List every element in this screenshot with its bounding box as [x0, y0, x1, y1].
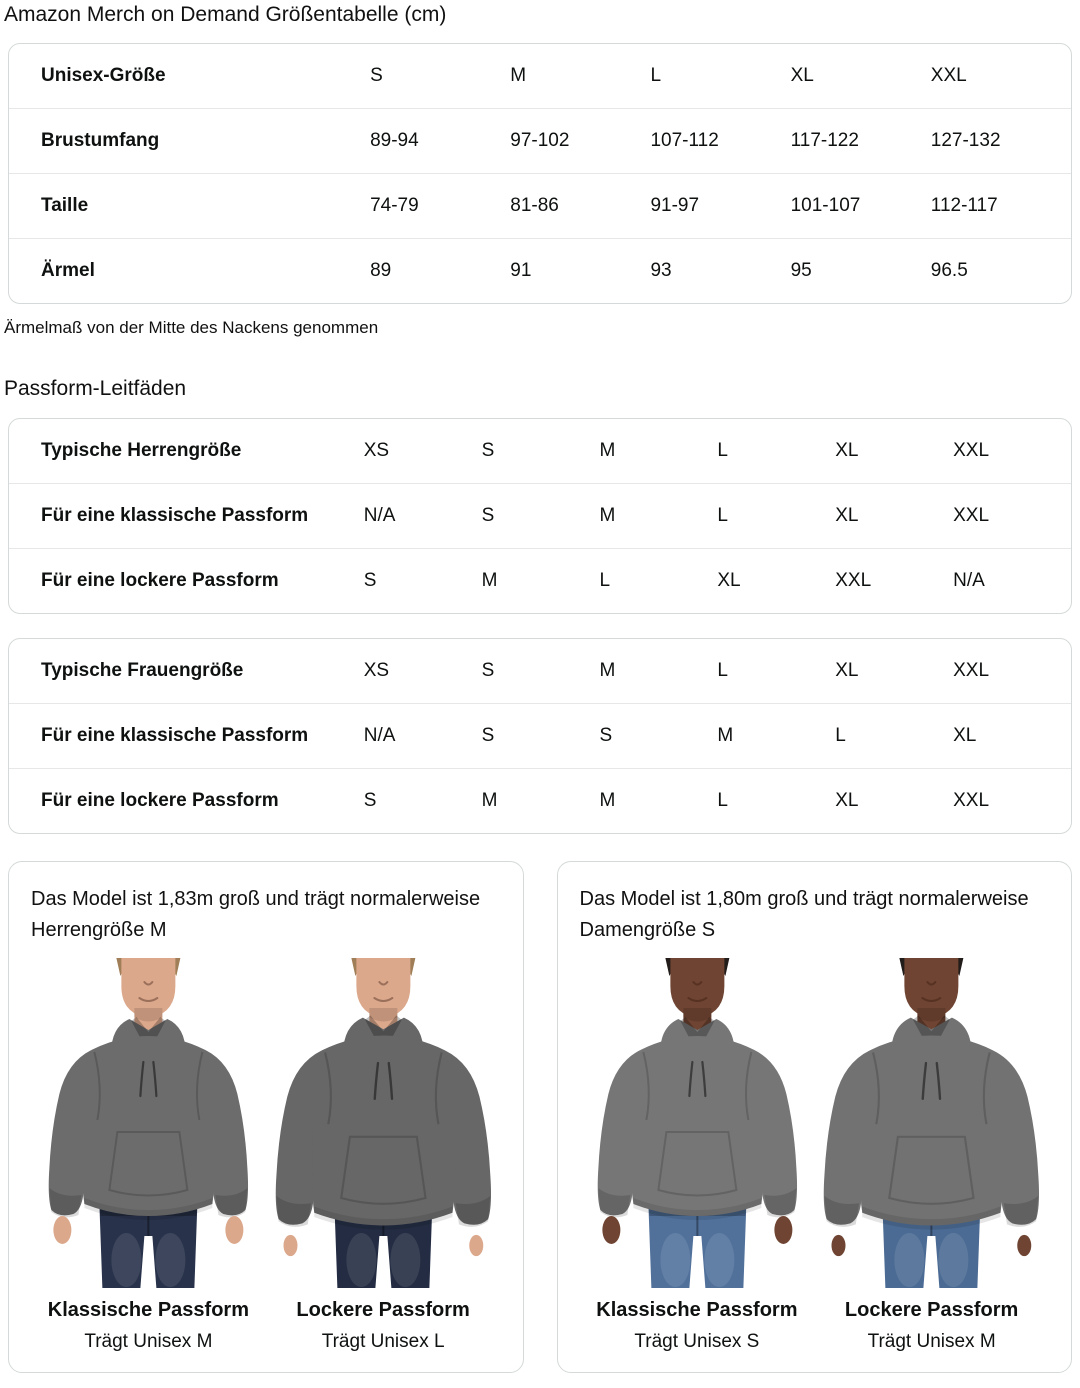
- cell-value: XL: [835, 440, 859, 461]
- model-description: Das Model ist 1,80m groß und trägt normalerweise Damengröße S: [579, 888, 1029, 941]
- photo-caption: [31, 1298, 266, 1354]
- cell-value: 97-102: [510, 109, 650, 174]
- mens-fit-table-card: [8, 418, 1072, 614]
- cell-value: XXL: [953, 660, 990, 681]
- unisex-size-table: [9, 44, 1071, 303]
- cell-value: M: [599, 769, 717, 834]
- fit-label: Lockere Passform: [844, 1299, 1019, 1321]
- model-photo-classic: [580, 958, 815, 1288]
- cell-value: M: [599, 660, 616, 681]
- photo-captions: [31, 1298, 501, 1354]
- cell-value: S: [364, 769, 482, 834]
- cell-value: 107-112: [650, 109, 790, 174]
- cell-value: XXL: [953, 440, 990, 461]
- mens-fit-table: [9, 419, 1071, 613]
- table-row: [9, 704, 1071, 769]
- row-label: Für eine lockere Passform: [9, 549, 364, 614]
- model-photos: [580, 958, 1050, 1288]
- table-row: [9, 484, 1071, 549]
- hoodie: [275, 1016, 490, 1257]
- cell-value: 95: [791, 239, 931, 304]
- fit-label: Klassische Passform: [596, 1299, 798, 1321]
- cell-value: N/A: [364, 704, 482, 769]
- cell-value: L: [717, 484, 835, 549]
- cell-value: XXL: [953, 769, 1071, 834]
- hoodie: [824, 1016, 1039, 1257]
- row-label: Für eine klassische Passform: [9, 704, 364, 769]
- table-row: [9, 769, 1071, 834]
- cell-value: XS: [363, 660, 390, 681]
- cell-value: 96.5: [931, 239, 1071, 304]
- table-row: [9, 109, 1071, 174]
- table-row: [9, 239, 1071, 304]
- cell-value: XL: [953, 704, 1071, 769]
- table-row: [9, 174, 1071, 239]
- cell-value: N/A: [953, 549, 1071, 614]
- page-title: Amazon Merch on Demand Größentabelle (cm): [4, 3, 447, 26]
- size-header: M: [510, 65, 527, 86]
- model-photo-classic: [31, 958, 266, 1288]
- size-header: XL: [790, 65, 814, 86]
- cell-value: XS: [363, 440, 390, 461]
- row-label: Für eine klassische Passform: [9, 484, 364, 549]
- cell-value: M: [482, 769, 600, 834]
- womens-model-card: [557, 861, 1073, 1373]
- cell-value: 81-86: [510, 174, 650, 239]
- size-label: Trägt Unisex M: [84, 1331, 213, 1352]
- cell-value: M: [482, 549, 600, 614]
- model-cards-row: [8, 861, 1072, 1373]
- womens-fit-table-card: [8, 638, 1072, 834]
- cell-value: 117-122: [791, 109, 931, 174]
- cell-value: S: [482, 704, 600, 769]
- cell-value: N/A: [364, 484, 482, 549]
- mens-model-card: [8, 861, 524, 1373]
- cell-value: L: [599, 549, 717, 614]
- photo-captions: [580, 1298, 1050, 1354]
- cell-value: XXL: [835, 549, 953, 614]
- photo-caption: [814, 1298, 1049, 1354]
- cell-value: 127-132: [931, 109, 1071, 174]
- size-label: Trägt Unisex L: [321, 1331, 445, 1352]
- cell-value: L: [717, 660, 728, 681]
- cell-value: M: [599, 440, 616, 461]
- size-label: Trägt Unisex S: [634, 1331, 760, 1352]
- size-header: L: [650, 65, 662, 86]
- model-figure: [580, 958, 815, 1288]
- model-figure: [31, 958, 266, 1288]
- row-label: Unisex-Größe: [41, 65, 166, 86]
- hoodie: [597, 1017, 796, 1244]
- cell-value: L: [717, 440, 728, 461]
- cell-value: 112-117: [931, 174, 1071, 239]
- row-label: Ärmel: [9, 239, 370, 304]
- cell-value: XL: [717, 549, 835, 614]
- fit-label: Lockere Passform: [296, 1299, 470, 1321]
- cell-value: XXL: [953, 484, 1071, 549]
- cell-value: XL: [835, 484, 953, 549]
- cell-value: 89-94: [370, 109, 510, 174]
- hoodie: [49, 1017, 248, 1244]
- photo-caption: [266, 1298, 501, 1354]
- model-photo-loose: [266, 958, 501, 1288]
- table-row: [9, 419, 1071, 484]
- cell-value: S: [364, 549, 482, 614]
- row-label: Typische Herrengröße: [41, 440, 242, 461]
- model-figure: [814, 958, 1049, 1288]
- table-row: [9, 44, 1071, 109]
- cell-value: L: [835, 704, 953, 769]
- cell-value: S: [481, 660, 495, 681]
- sleeve-measurement-note: Ärmelmaß von der Mitte des Nackens genommen: [4, 318, 379, 337]
- row-label: Taille: [9, 174, 370, 239]
- row-label: Für eine lockere Passform: [9, 769, 364, 834]
- cell-value: 91-97: [650, 174, 790, 239]
- model-description: Das Model ist 1,83m groß und trägt normalerweise Herrengröße M: [31, 888, 481, 941]
- cell-value: XL: [835, 769, 953, 834]
- cell-value: XL: [835, 660, 859, 681]
- size-header: XXL: [930, 65, 967, 86]
- size-header: S: [370, 65, 383, 86]
- cell-value: M: [599, 484, 717, 549]
- womens-fit-table: [9, 639, 1071, 833]
- row-label: Typische Frauengröße: [41, 660, 244, 681]
- size-label: Trägt Unisex M: [867, 1331, 996, 1352]
- cell-value: S: [482, 484, 600, 549]
- cell-value: 91: [510, 239, 650, 304]
- row-label: Brustumfang: [9, 109, 370, 174]
- cell-value: M: [717, 704, 835, 769]
- cell-value: L: [717, 769, 835, 834]
- table-row: [9, 549, 1071, 614]
- cell-value: 93: [650, 239, 790, 304]
- photo-caption: [580, 1298, 815, 1354]
- cell-value: 101-107: [791, 174, 931, 239]
- model-photos: [31, 958, 501, 1288]
- model-photo-loose: [814, 958, 1049, 1288]
- unisex-size-table-card: [8, 43, 1072, 304]
- cell-value: S: [599, 704, 717, 769]
- cell-value: 74-79: [370, 174, 510, 239]
- cell-value: 89: [370, 239, 510, 304]
- fit-label: Klassische Passform: [47, 1299, 249, 1321]
- cell-value: S: [481, 440, 495, 461]
- table-row: [9, 639, 1071, 704]
- fit-guides-heading: Passform-Leitfäden: [4, 377, 187, 400]
- model-figure: [266, 958, 501, 1288]
